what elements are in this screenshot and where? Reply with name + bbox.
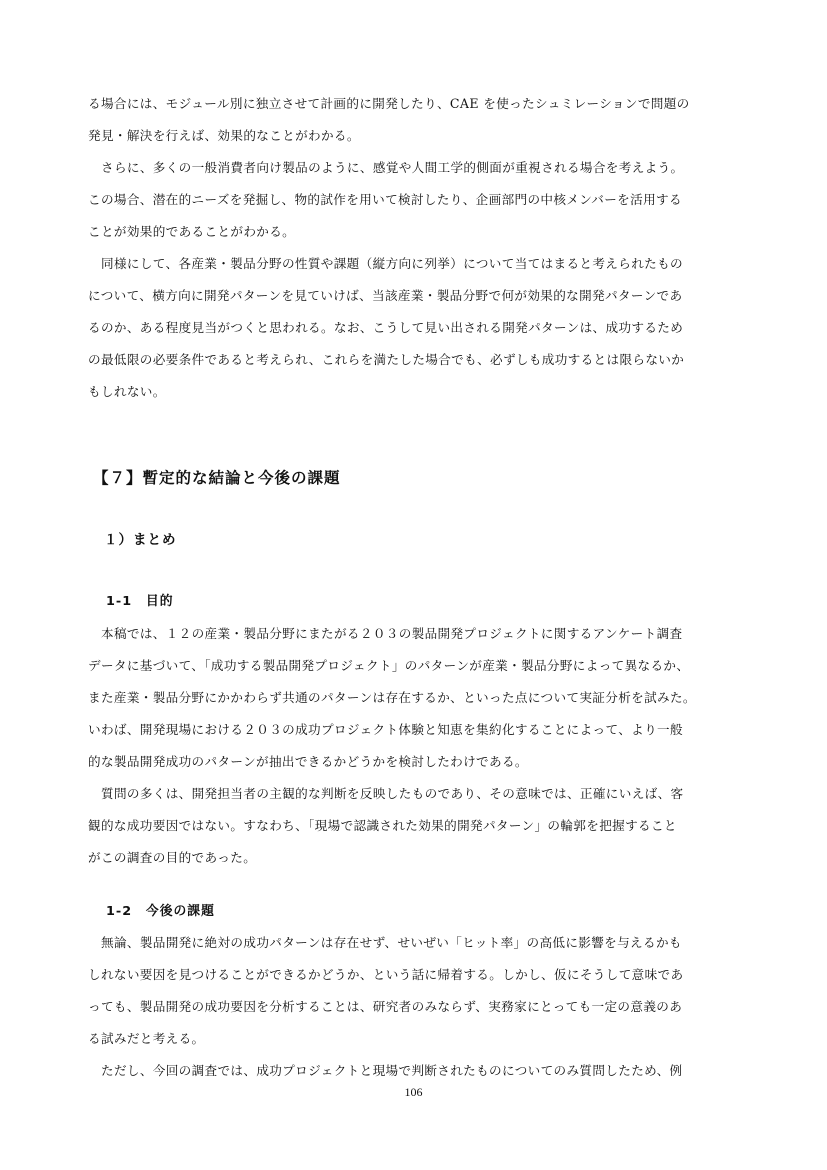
body-text-line: この場合、潜在的ニーズを発掘し、物的試作を用いて検討したり、企画部門の中核メンバーを活用する bbox=[88, 192, 682, 207]
section-heading: 【７】暫定的な結論と今後の課題 bbox=[93, 469, 341, 487]
page-number: 106 bbox=[404, 1085, 423, 1099]
body-text-line: ことが効果的であることがわかる。 bbox=[88, 224, 296, 239]
body-text-line: いわば、開発現場における２０３の成功プロジェクト体験と知恵を集約化することによって、より一般 bbox=[88, 722, 683, 737]
body-text-line: がこの調査の目的であった。 bbox=[88, 850, 257, 865]
subsection-heading: １）まとめ bbox=[104, 532, 177, 548]
sub-heading-purpose: 1-1 目的 bbox=[106, 594, 174, 609]
body-text-line: さらに、多くの一般消費者向け製品のように、感覚や人間工学的側面が重視される場合を考えよう。 bbox=[101, 160, 684, 175]
body-text-line: る場合には、モジュール別に独立させて計画的に開発したり、CAE を使ったシュミレーションで問題の bbox=[88, 96, 690, 111]
body-text-line: しれない要因を見つけることができるかどうか、という話に帰着する。しかし、仮にそうして意味であ bbox=[88, 967, 684, 982]
body-text-line: データに基づいて、「成功する製品開発プロジェクト」のパターンが産業・製品分野によって異なるか、 bbox=[88, 658, 690, 673]
body-text-line: もしれない。 bbox=[88, 384, 166, 399]
body-text-line: っても、製品開発の成功要因を分析することは、研究者のみならず、実務家にとっても一定の意義のあ bbox=[88, 999, 683, 1014]
body-text-line: 同様にして、各産業・製品分野の性質や課題（縦方向に列挙）について当てはまると考えられたもの bbox=[101, 256, 683, 271]
body-text-line: ただし、今回の調査では、成功プロジェクトと現場で判断されたものについてのみ質問したため、例 bbox=[101, 1063, 683, 1078]
body-text-line: るのか、ある程度見当がつくと思われる。なお、こうして見い出される開発パターンは、成功するため bbox=[88, 320, 684, 335]
body-text-line: の最低限の必要条件であると考えられ、これらを満たした場合でも、必ずしも成功するとは限らないか bbox=[88, 352, 685, 367]
body-text-line: また産業・製品分野にかかわらず共通のパターンは存在するか、といった点について実証分析を試みた。 bbox=[88, 690, 696, 705]
body-text-line: 無論、製品開発に絶対の成功パターンは存在せず、せいぜい「ヒット率」の高低に影響を与えるかも bbox=[101, 935, 682, 950]
body-text-line: について、横方向に開発パターンを見ていけば、当該産業・製品分野で何が効果的な開発パターンであ bbox=[88, 288, 683, 303]
body-text-line: る試みだと考える。 bbox=[88, 1031, 205, 1046]
body-text-line: 観的な成功要因ではない。すなわち、「現場で認識された効果的開発パターン」の輪郭を把握すること bbox=[88, 818, 677, 833]
body-text-line: 的な製品開発成功のパターンが抽出できるかどうかを検討したわけである。 bbox=[88, 754, 528, 769]
sub-heading-future-issues: 1-2 今後の課題 bbox=[106, 904, 215, 919]
body-text-line: 発見・解決を行えば、効果的なことがわかる。 bbox=[88, 128, 360, 143]
body-text-line: 本稿では、１２の産業・製品分野にまたがる２０３の製品開発プロジェクトに関するアンケート調査 bbox=[101, 626, 683, 641]
body-text-line: 質問の多くは、開発担当者の主観的な判断を反映したものであり、その意味では、正確にいえば、客 bbox=[101, 786, 684, 801]
